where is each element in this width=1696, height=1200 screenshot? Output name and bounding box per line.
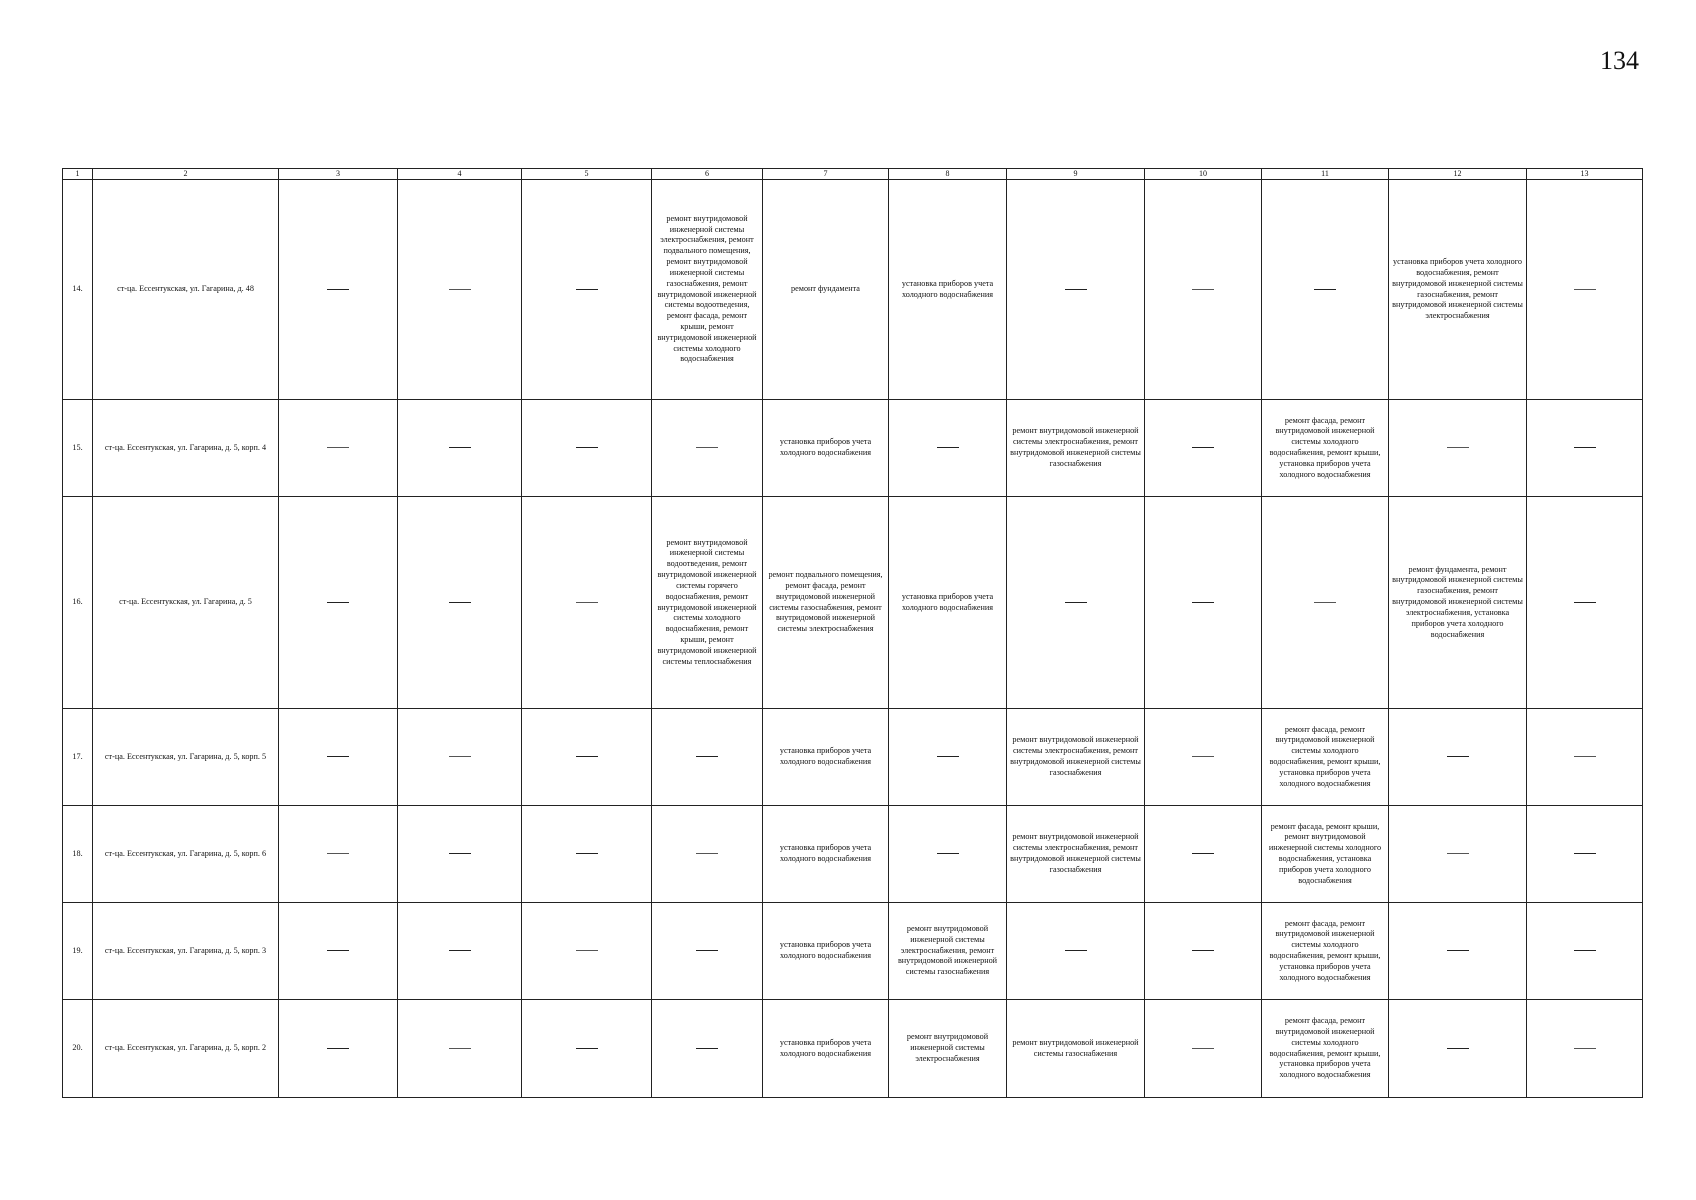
dash-mark: [696, 853, 718, 854]
dash-mark: [1447, 447, 1469, 448]
empty-dash-cell: [522, 400, 652, 497]
dash-mark: [1192, 1048, 1214, 1049]
dash-mark: [696, 756, 718, 757]
empty-dash-cell: [652, 806, 763, 903]
empty-dash-cell: [279, 903, 398, 1000]
row-number: 18.: [63, 806, 93, 903]
column-header: 6: [652, 169, 763, 180]
header-row: [63, 169, 1643, 180]
empty-dash-cell: [1527, 180, 1643, 400]
empty-dash-cell: [1389, 903, 1527, 1000]
dash-mark: [1574, 1048, 1596, 1049]
dash-mark: [449, 1048, 471, 1049]
table-row: [63, 1000, 1643, 1098]
work-type-cell: ремонт внутридомовой инженерной системы газоснабжения: [1007, 1000, 1145, 1098]
dash-mark: [576, 602, 598, 603]
column-header: 4: [398, 169, 522, 180]
dash-mark: [1574, 756, 1596, 757]
dash-mark: [1314, 289, 1336, 290]
table-row: [63, 180, 1643, 400]
empty-dash-cell: [889, 709, 1007, 806]
column-header: 2: [93, 169, 279, 180]
dash-mark: [576, 1048, 598, 1049]
empty-dash-cell: [279, 497, 398, 709]
table-row: [63, 497, 1643, 709]
row-number: 15.: [63, 400, 93, 497]
empty-dash-cell: [889, 400, 1007, 497]
table-body: [63, 180, 1643, 1098]
dash-mark: [1574, 447, 1596, 448]
table-row: [63, 400, 1643, 497]
work-type-cell: установка приборов учета холодного водоснабжения: [763, 400, 889, 497]
work-type-cell: ремонт фасада, ремонт внутридомовой инженерной системы холодного водоснабжения, ремонт крыши, установка приборов учета холодного водоснабжения: [1262, 400, 1389, 497]
empty-dash-cell: [279, 806, 398, 903]
empty-dash-cell: [652, 400, 763, 497]
empty-dash-cell: [279, 1000, 398, 1098]
empty-dash-cell: [398, 180, 522, 400]
empty-dash-cell: [1145, 400, 1262, 497]
column-header: 11: [1262, 169, 1389, 180]
column-header: 9: [1007, 169, 1145, 180]
column-header: 10: [1145, 169, 1262, 180]
work-type-cell: установка приборов учета холодного водоснабжения: [889, 497, 1007, 709]
dash-mark: [696, 950, 718, 951]
empty-dash-cell: [522, 903, 652, 1000]
empty-dash-cell: [1389, 1000, 1527, 1098]
dash-mark: [1065, 950, 1087, 951]
empty-dash-cell: [522, 709, 652, 806]
work-type-cell: установка приборов учета холодного водоснабжения: [889, 180, 1007, 400]
empty-dash-cell: [398, 400, 522, 497]
column-header: 7: [763, 169, 889, 180]
dash-mark: [1574, 602, 1596, 603]
dash-mark: [449, 950, 471, 951]
dash-mark: [1192, 950, 1214, 951]
empty-dash-cell: [1145, 497, 1262, 709]
dash-mark: [1192, 602, 1214, 603]
dash-mark: [1447, 756, 1469, 757]
dash-mark: [449, 289, 471, 290]
column-header: 3: [279, 169, 398, 180]
empty-dash-cell: [1007, 497, 1145, 709]
table-row: [63, 806, 1643, 903]
table-row: [63, 709, 1643, 806]
dash-mark: [327, 853, 349, 854]
empty-dash-cell: [522, 806, 652, 903]
empty-dash-cell: [522, 180, 652, 400]
empty-dash-cell: [652, 903, 763, 1000]
empty-dash-cell: [398, 1000, 522, 1098]
empty-dash-cell: [1527, 497, 1643, 709]
address-cell: ст-ца. Ессентукская, ул. Гагарина, д. 5, корп. 4: [93, 400, 279, 497]
work-type-cell: ремонт фундамента, ремонт внутридомовой инженерной системы газоснабжения, ремонт внутридомовой инженерной системы электроснабжения, установка приборов учета холодного водоснабжения: [1389, 497, 1527, 709]
schedule-table-wrap: [62, 168, 1643, 1098]
empty-dash-cell: [1007, 903, 1145, 1000]
empty-dash-cell: [398, 709, 522, 806]
address-cell: ст-ца. Ессентукская, ул. Гагарина, д. 5, корп. 2: [93, 1000, 279, 1098]
work-type-cell: ремонт внутридомовой инженерной системы электроснабжения, ремонт внутридомовой инженерной системы газоснабжения: [889, 903, 1007, 1000]
empty-dash-cell: [522, 497, 652, 709]
empty-dash-cell: [1145, 180, 1262, 400]
empty-dash-cell: [279, 400, 398, 497]
dash-mark: [1192, 853, 1214, 854]
work-type-cell: ремонт подвального помещения, ремонт фасада, ремонт внутридомовой инженерной системы газоснабжения, ремонт внутридомовой инженерной системы электроснабжения: [763, 497, 889, 709]
dash-mark: [1192, 447, 1214, 448]
column-header: 8: [889, 169, 1007, 180]
dash-mark: [327, 950, 349, 951]
dash-mark: [449, 853, 471, 854]
empty-dash-cell: [1145, 1000, 1262, 1098]
dash-mark: [576, 756, 598, 757]
empty-dash-cell: [1527, 1000, 1643, 1098]
work-type-cell: ремонт фасада, ремонт крыши, ремонт внутридомовой инженерной системы холодного водоснабжения, установка приборов учета холодного водоснабжения: [1262, 806, 1389, 903]
empty-dash-cell: [652, 1000, 763, 1098]
schedule-table: [62, 168, 1643, 1098]
work-type-cell: ремонт внутридомовой инженерной системы электроснабжения: [889, 1000, 1007, 1098]
dash-mark: [1065, 602, 1087, 603]
dash-mark: [327, 447, 349, 448]
dash-mark: [1192, 756, 1214, 757]
empty-dash-cell: [1145, 903, 1262, 1000]
empty-dash-cell: [522, 1000, 652, 1098]
column-header: 1: [63, 169, 93, 180]
dash-mark: [1314, 602, 1336, 603]
dash-mark: [1447, 950, 1469, 951]
work-type-cell: ремонт фасада, ремонт внутридомовой инженерной системы холодного водоснабжения, ремонт крыши, установка приборов учета холодного водоснабжения: [1262, 709, 1389, 806]
dash-mark: [696, 447, 718, 448]
empty-dash-cell: [1527, 709, 1643, 806]
dash-mark: [1574, 950, 1596, 951]
row-number: 20.: [63, 1000, 93, 1098]
column-header: 12: [1389, 169, 1527, 180]
empty-dash-cell: [1527, 806, 1643, 903]
empty-dash-cell: [398, 497, 522, 709]
empty-dash-cell: [1389, 709, 1527, 806]
empty-dash-cell: [279, 180, 398, 400]
dash-mark: [449, 602, 471, 603]
address-cell: ст-ца. Ессентукская, ул. Гагарина, д. 5, корп. 6: [93, 806, 279, 903]
work-type-cell: ремонт внутридомовой инженерной системы электроснабжения, ремонт подвального помещения, ремонт внутридомовой инженерной системы газоснабжения, ремонт внутридомовой инженерной системы водоотведения, ремонт фасада, ремонт крыши, ремонт внутридомовой инженерной системы холодного водоснабжения: [652, 180, 763, 400]
work-type-cell: установка приборов учета холодного водоснабжения: [763, 806, 889, 903]
work-type-cell: установка приборов учета холодного водоснабжения: [763, 1000, 889, 1098]
work-type-cell: установка приборов учета холодного водоснабжения: [763, 709, 889, 806]
address-cell: ст-ца. Ессентукская, ул. Гагарина, д. 48: [93, 180, 279, 400]
empty-dash-cell: [1145, 709, 1262, 806]
work-type-cell: ремонт внутридомовой инженерной системы электроснабжения, ремонт внутридомовой инженерной системы газоснабжения: [1007, 806, 1145, 903]
dash-mark: [1065, 289, 1087, 290]
empty-dash-cell: [279, 709, 398, 806]
dash-mark: [576, 950, 598, 951]
dash-mark: [327, 602, 349, 603]
work-type-cell: ремонт внутридомовой инженерной системы водоотведения, ремонт внутридомовой инженерной системы горячего водоснабжения, ремонт внутридомовой инженерной системы холодного водоснабжения, ремонт крыши, ремонт внутридомовой инженерной системы теплоснабжения: [652, 497, 763, 709]
dash-mark: [937, 853, 959, 854]
dash-mark: [576, 853, 598, 854]
row-number: 16.: [63, 497, 93, 709]
work-type-cell: ремонт фасада, ремонт внутридомовой инженерной системы холодного водоснабжения, ремонт крыши, установка приборов учета холодного водоснабжения: [1262, 1000, 1389, 1098]
empty-dash-cell: [889, 806, 1007, 903]
page-number: 134: [1600, 46, 1639, 75]
work-type-cell: установка приборов учета холодного водоснабжения, ремонт внутридомовой инженерной системы газоснабжения, ремонт внутридомовой инженерной системы электроснабжения: [1389, 180, 1527, 400]
empty-dash-cell: [1262, 497, 1389, 709]
dash-mark: [576, 289, 598, 290]
dash-mark: [1447, 853, 1469, 854]
empty-dash-cell: [1527, 903, 1643, 1000]
dash-mark: [1447, 1048, 1469, 1049]
empty-dash-cell: [1389, 400, 1527, 497]
empty-dash-cell: [1145, 806, 1262, 903]
empty-dash-cell: [398, 806, 522, 903]
empty-dash-cell: [652, 709, 763, 806]
work-type-cell: ремонт фасада, ремонт внутридомовой инженерной системы холодного водоснабжения, ремонт крыши, установка приборов учета холодного водоснабжения: [1262, 903, 1389, 1000]
address-cell: ст-ца. Ессентукская, ул. Гагарина, д. 5, корп. 3: [93, 903, 279, 1000]
row-number: 19.: [63, 903, 93, 1000]
column-header: 5: [522, 169, 652, 180]
empty-dash-cell: [1389, 806, 1527, 903]
dash-mark: [1574, 289, 1596, 290]
empty-dash-cell: [398, 903, 522, 1000]
dash-mark: [1192, 289, 1214, 290]
dash-mark: [937, 756, 959, 757]
empty-dash-cell: [1262, 180, 1389, 400]
row-number: 14.: [63, 180, 93, 400]
dash-mark: [449, 756, 471, 757]
dash-mark: [696, 1048, 718, 1049]
dash-mark: [327, 1048, 349, 1049]
dash-mark: [576, 447, 598, 448]
empty-dash-cell: [1007, 180, 1145, 400]
empty-dash-cell: [1527, 400, 1643, 497]
dash-mark: [327, 756, 349, 757]
work-type-cell: установка приборов учета холодного водоснабжения: [763, 903, 889, 1000]
table-row: [63, 903, 1643, 1000]
work-type-cell: ремонт фундамента: [763, 180, 889, 400]
dash-mark: [1574, 853, 1596, 854]
work-type-cell: ремонт внутридомовой инженерной системы электроснабжения, ремонт внутридомовой инженерной системы газоснабжения: [1007, 400, 1145, 497]
dash-mark: [937, 447, 959, 448]
work-type-cell: ремонт внутридомовой инженерной системы электроснабжения, ремонт внутридомовой инженерной системы газоснабжения: [1007, 709, 1145, 806]
address-cell: ст-ца. Ессентукская, ул. Гагарина, д. 5: [93, 497, 279, 709]
dash-mark: [327, 289, 349, 290]
row-number: 17.: [63, 709, 93, 806]
column-header: 13: [1527, 169, 1643, 180]
dash-mark: [449, 447, 471, 448]
address-cell: ст-ца. Ессентукская, ул. Гагарина, д. 5, корп. 5: [93, 709, 279, 806]
